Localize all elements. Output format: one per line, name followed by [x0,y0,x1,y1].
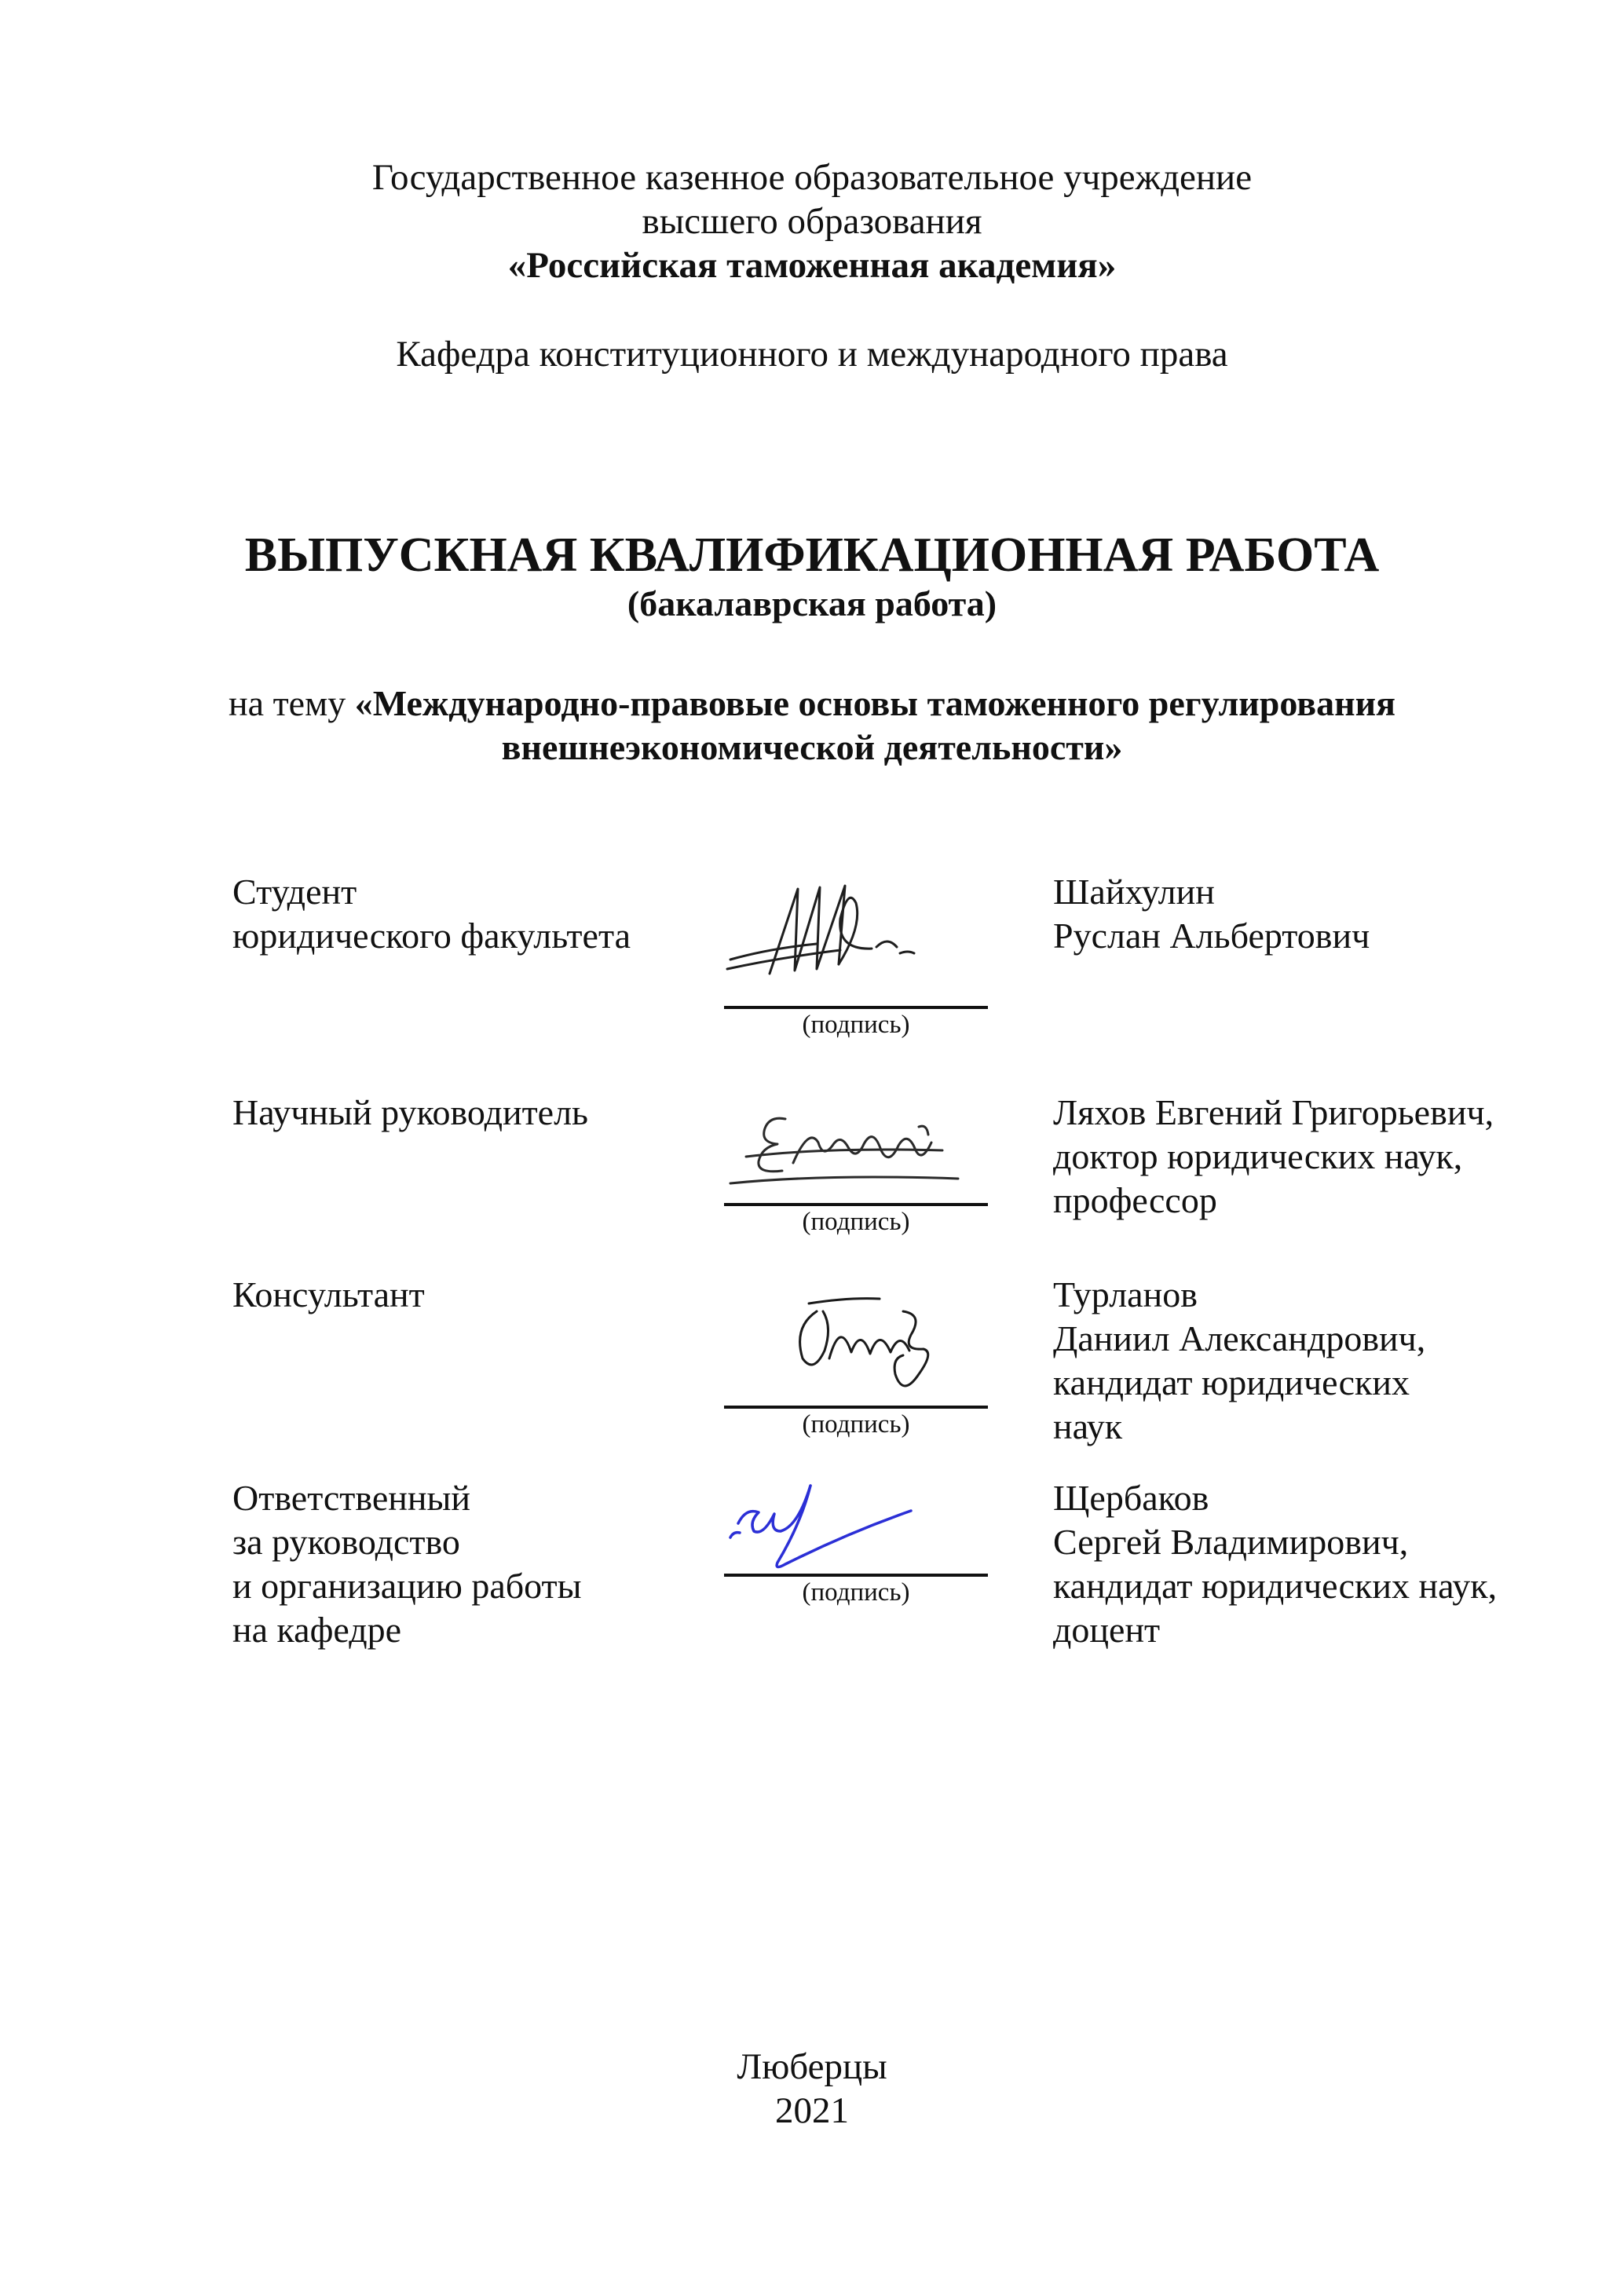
document-title: ВЫПУСКНАЯ КВАЛИФИКАЦИОННАЯ РАБОТА [244,528,1380,582]
consultant-signature-line [724,1406,988,1409]
topic-line-1 [0,682,1624,726]
supervisor-signature-label: (подпись) [802,1208,910,1236]
department-name: Кафедра конституционного и международного права [396,334,1228,375]
footer-city: Люберцы [737,2046,887,2087]
student-signature-label: (подпись) [802,1011,910,1039]
responsible-name: Щербаков Сергей Владимирович, кандидат юридических наук, доцент [1053,1478,1498,1650]
student-name: Шайхулин Руслан Альбертович [1053,872,1370,956]
consultant-signature [785,1280,942,1406]
consultant-signature-label: (подпись) [802,1410,910,1439]
consultant-name: Турланов Даниил Александрович, кандидат юридических наук [1053,1274,1426,1446]
institution-name: «Российская таможенная академия» [507,245,1117,286]
supervisor-signature-line [724,1203,988,1206]
responsible-signature-line [724,1574,988,1577]
responsible-role: Ответственный за руководство и организацию работы на кафедре [232,1478,582,1650]
student-signature-line [724,1006,988,1009]
responsible-signature-label: (подпись) [802,1578,910,1607]
supervisor-role: Научный руководитель [232,1092,589,1132]
supervisor-name: Ляхов Евгений Григорьевич, доктор юридических наук, профессор [1053,1092,1494,1220]
consultant-role: Консультант [232,1274,425,1314]
footer-year: 2021 [775,2090,849,2131]
topic-title-part-2: внешнеэкономической деятельности» [501,727,1123,767]
document-subtitle: (бакалаврская работа) [627,583,997,623]
student-role: Студент юридического факультета [232,872,631,956]
topic-title-part-1: «Международно-правовые основы таможенного регулирования [354,683,1395,723]
institution-line-1: Государственное казенное образовательное учреждение [371,157,1253,198]
supervisor-signature [730,1095,966,1197]
institution-line-2: высшего образования [642,201,982,242]
topic-prefix: на тему [229,683,355,723]
responsible-signature [722,1476,927,1578]
student-signature [722,872,927,989]
